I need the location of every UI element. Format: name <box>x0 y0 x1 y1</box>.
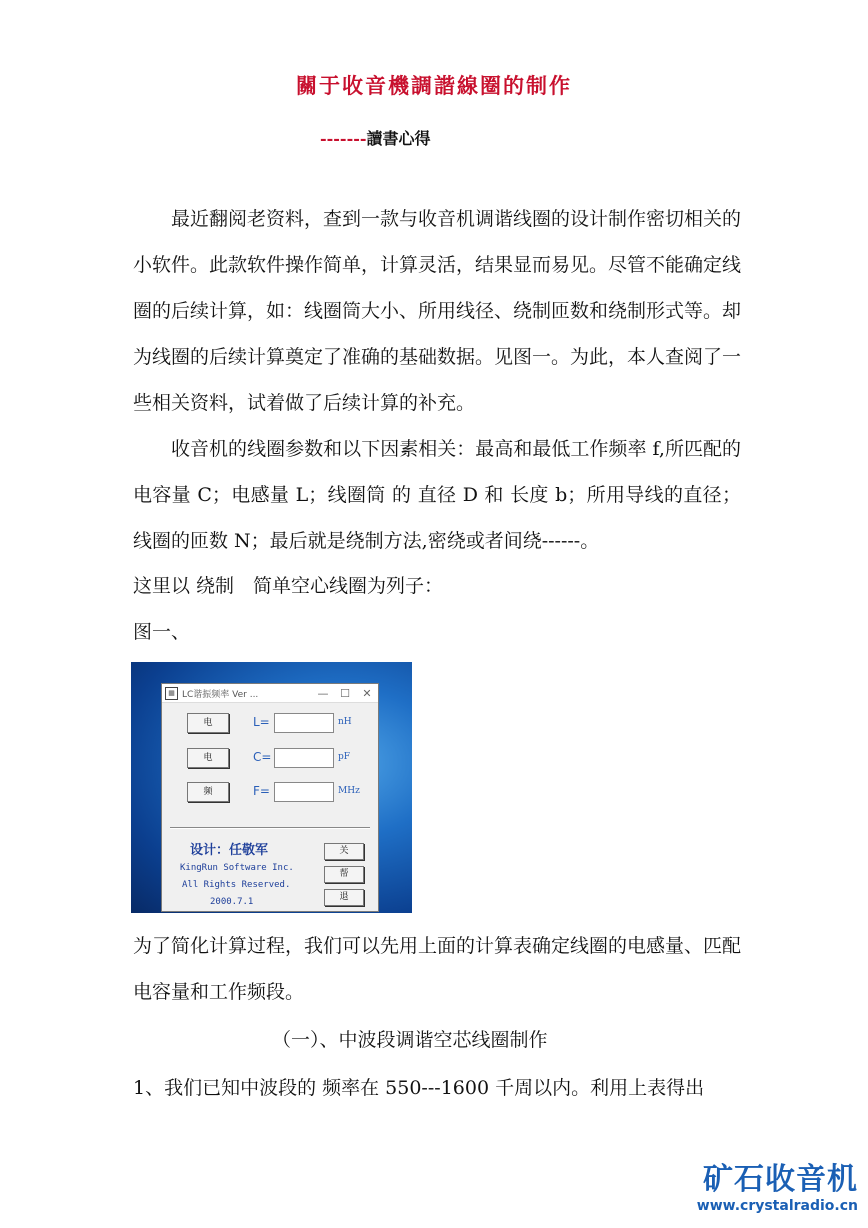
subtitle-dashes: ------- <box>320 129 367 148</box>
app-icon: ▦ <box>165 687 178 700</box>
exit-button[interactable]: 退 <box>324 889 364 906</box>
document-subtitle <box>320 126 431 149</box>
subtitle-text: 讀書心得 <box>366 129 431 148</box>
divider <box>170 827 370 829</box>
watermark-url: www.crystalradio.cn <box>696 1198 858 1214</box>
inductance-label: L= <box>253 715 270 729</box>
watermark-name: 矿石收音机 <box>703 1162 858 1197</box>
rights-text: All Rights Reserved. <box>182 880 291 890</box>
maximize-icon[interactable]: ☐ <box>340 686 350 700</box>
figure-screenshot <box>131 662 412 913</box>
close-icon[interactable]: ✕ <box>362 686 372 700</box>
site-watermark <box>697 1162 858 1214</box>
paragraph-factors: 收音机的线圈参数和以下因素相关：最高和最低工作频率 f,所匹配的 电容量 C；电感量 L；线圈筒 的 直径 D 和 长度 b；所用导线的直径；线圈的匝数 N；最后就是绕制方法,密绕或者间绕------。 <box>133 438 741 552</box>
frequency-label: F= <box>253 784 270 798</box>
minimize-icon[interactable]: — <box>317 686 329 700</box>
frequency-unit: MHz <box>338 786 360 796</box>
help-button[interactable]: 帮 <box>324 866 364 883</box>
about-button[interactable]: 关 <box>324 843 364 860</box>
calc-capacitance-button[interactable]: 电 <box>187 748 229 768</box>
section-heading: （一）、中波段调谐空芯线圈制作 <box>272 1029 548 1051</box>
paragraph-after-figure: 为了简化计算过程，我们可以先用上面的计算表确定线圈的电感量、匹配电容量和工作频段。 <box>133 935 742 1003</box>
capacitance-row <box>162 748 378 770</box>
inductance-unit: nH <box>338 717 352 727</box>
frequency-input[interactable] <box>274 782 334 802</box>
capacitance-label: C= <box>253 750 272 764</box>
inductance-row <box>162 713 378 735</box>
app-title: LC谐振频率 Ver ... <box>182 689 259 700</box>
date-text: 2000.7.1 <box>210 897 254 907</box>
example-line: 这里以 绕制 简单空心线圈为列子： <box>133 575 444 597</box>
company-text: KingRun Software Inc. <box>180 863 294 873</box>
document-title: 關于收音機調諧線圈的制作 <box>296 73 572 98</box>
frequency-row <box>162 782 378 804</box>
paragraph-intro: 最近翻阅老资料，查到一款与收音机调谐线圈的设计制作密切相关的小软件。此款软件操作简单，计算灵活，结果显而易见。尽管不能确定线圈的后续计算，如：线圈筒大小、所用线径、绕制匝数和绕制形式等。却为线圈的后续计算奠定了准确的基础数据。见图一。为此，本人查阅了一些相关资料，试着做了后续计算的补充。 <box>133 208 742 414</box>
figure-label: 图一、 <box>133 621 191 643</box>
calc-inductance-button[interactable]: 电 <box>187 713 229 733</box>
inductance-input[interactable] <box>274 713 334 733</box>
capacitance-unit: pF <box>338 752 351 762</box>
app-window <box>161 683 379 912</box>
item-1: 1、我们已知中波段的 频率在 550---1600 千周以内。利用上表得出 <box>133 1077 705 1099</box>
calc-frequency-button[interactable]: 频 <box>187 782 229 802</box>
capacitance-input[interactable] <box>274 748 334 768</box>
designer-credit: 设计：任敬军 <box>190 843 269 858</box>
app-titlebar <box>162 684 378 703</box>
